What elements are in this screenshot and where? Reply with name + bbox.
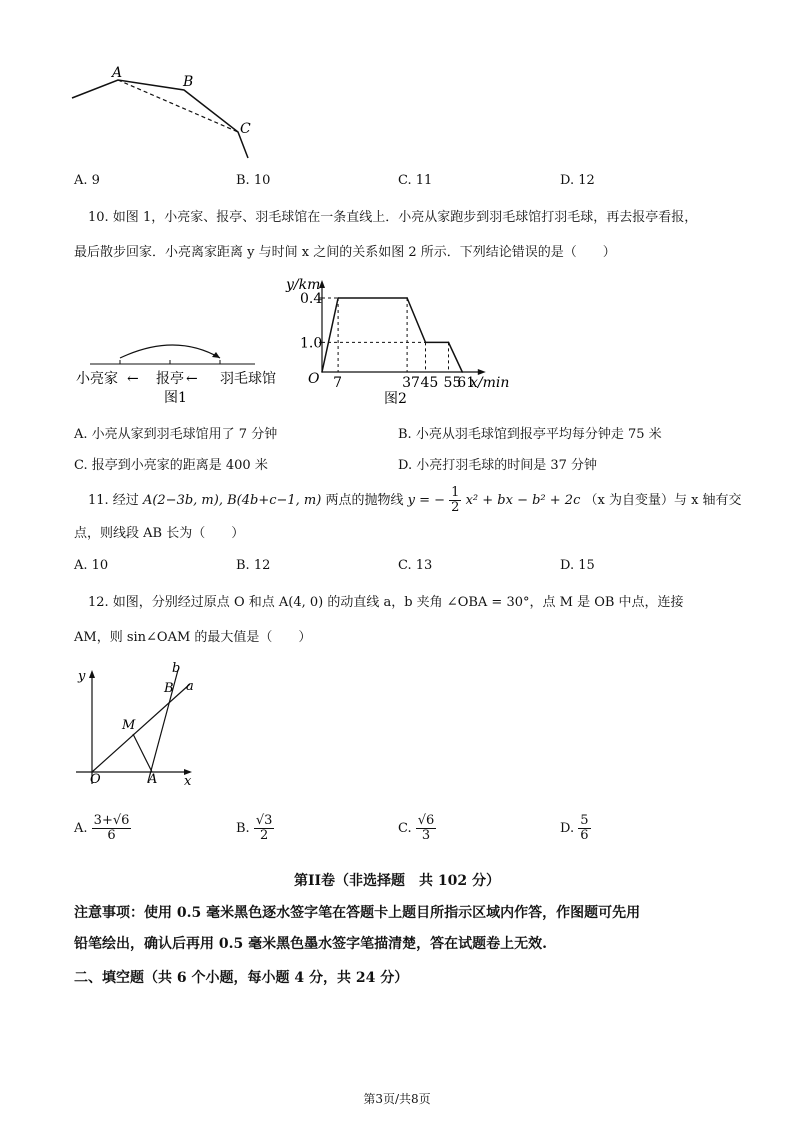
q12-label-a-pt: A — [148, 772, 158, 787]
q12-label-m: M — [122, 718, 136, 733]
chart-ylabel: y/km — [286, 277, 321, 293]
q9-option-d: D. 12 — [560, 173, 595, 188]
q11-middle: 两点的抛物线 — [325, 493, 404, 508]
q10-line2: 最后散步回家．小亮离家距离 y 与时间 x 之间的关系如图 2 所示．下列结论错误的是（ ） — [74, 245, 616, 260]
q11-option-c: C. 13 — [398, 558, 433, 573]
chart-x-tick-label: 7 — [333, 375, 343, 391]
q10-option-c: C. 报亭到小亮家的距离是 400 米 — [74, 458, 268, 473]
q11-line2: 点，则线段 AB 长为（ ） — [74, 526, 245, 541]
q12-option-d-num: 5 — [580, 813, 589, 828]
q12-option-c-num: √6 — [417, 813, 435, 828]
chart-y-tick-label: 1.0 — [300, 335, 323, 352]
fig1-caption: 图1 — [164, 390, 187, 406]
q12-option-b-den: 2 — [259, 828, 269, 843]
q12-option-a-den: 6 — [107, 828, 116, 843]
chart-x-tick-label: 37 — [402, 375, 420, 391]
fig1-curve-arrow — [120, 345, 220, 358]
q12-option-c-label: C. — [398, 821, 412, 836]
q11-prefix: 11. 经过 — [88, 493, 139, 508]
q12-option-c-frac — [416, 814, 437, 843]
q11-paren: （x 为自变量）与 x 轴有交 — [584, 493, 742, 508]
q10-line1: 10. 如图 1，小亮家、报亭、羽毛球馆在一条直线上．小亮从家跑步到羽毛球馆打羽毛球，再去报亭看报， — [88, 210, 698, 225]
fig1-home: 小亮家 — [76, 371, 118, 387]
q12-line2: AM，则 sin∠OAM 的最大值是（ ） — [74, 630, 312, 645]
q12-line1: 12. 如图，分别经过原点 O 和点 A(4, 0) 的动直线 a，b 夹角 ∠OBA = 30°，点 M 是 OB 中点，连接 — [88, 595, 684, 610]
chart-y-tick-label: 0.4 — [300, 291, 323, 307]
q9-label-a: A — [112, 65, 123, 81]
q11-formula-rhs: x² + bx − b² + 2c — [465, 493, 581, 508]
q10-figure1 — [70, 340, 295, 410]
q9-figure — [60, 60, 280, 170]
chart-xlabel: x/min — [470, 375, 510, 391]
q9-option-a: A. 9 — [74, 173, 100, 188]
q10-figure2-chart — [280, 272, 520, 412]
chart-x-tick-label: 61 — [457, 375, 476, 391]
chart-point — [462, 371, 464, 373]
q9-label-c: C — [240, 121, 251, 137]
q12-option-a — [74, 814, 131, 843]
q12-label-x: x — [184, 774, 192, 789]
q12-option-b-label: B. — [236, 821, 250, 836]
q12-option-a-num: 3+√6 — [93, 813, 130, 828]
section2-title: 第II卷（非选择题 共 102 分） — [293, 873, 501, 889]
q12-y-arrow — [89, 670, 95, 678]
chart-point — [425, 342, 427, 344]
q12-label-y: y — [78, 669, 86, 684]
q10-option-b: B. 小亮从羽毛球馆到报亭平均每分钟走 75 米 — [398, 427, 662, 442]
fig1-kiosk: 报亭 — [156, 371, 184, 387]
chart-origin: O — [308, 371, 320, 387]
fig1-court: 羽毛球馆 — [220, 371, 276, 387]
q11-line1 — [88, 486, 742, 515]
chart-x-tick-label: 45 — [420, 375, 439, 391]
chart-point — [448, 342, 450, 344]
q12-label-b-pt: B — [164, 681, 174, 696]
q12-option-d — [560, 814, 591, 843]
q12-option-a-frac — [92, 814, 132, 843]
q10-option-a: A. 小亮从家到羽毛球馆用了 7 分钟 — [74, 427, 278, 442]
q12-option-b-num: √3 — [255, 813, 273, 828]
q12-label-o: O — [90, 772, 101, 787]
section2-notice-2: 铅笔绘出，确认后再用 0.5 毫米黑色墨水签字笔描清楚，答在试题卷上无效. — [74, 936, 547, 952]
section2-notice-1: 注意事项：使用 0.5 毫米黑色逐水签字笔在答题卡上题目所指示区域内作答，作图题可先用 — [74, 905, 641, 921]
q11-option-b: B. 12 — [236, 558, 271, 573]
q9-polyline — [72, 80, 248, 158]
q12-option-c — [398, 814, 436, 843]
q12-label-line-a: a — [186, 679, 194, 694]
q12-option-d-den: 6 — [580, 828, 589, 843]
q9-label-b: B — [183, 74, 194, 90]
q12-option-a-label: A. — [74, 821, 88, 836]
q12-segment-am — [133, 734, 152, 772]
fig1-arrow-2: ← — [186, 371, 198, 387]
q12-label-line-b: b — [172, 661, 181, 676]
q11-option-a: A. 10 — [74, 558, 109, 573]
q12-option-d-frac — [578, 814, 590, 843]
fill-in-title: 二、填空题（共 6 个小题，每小题 4 分，共 24 分） — [74, 970, 409, 986]
chart-series-line — [322, 298, 462, 372]
q9-dashed-ac — [118, 80, 238, 132]
q12-option-c-den: 3 — [421, 828, 431, 843]
q11-option-d: D. 15 — [560, 558, 595, 573]
fig1-arrow-1: ← — [127, 371, 139, 387]
chart-caption: 图2 — [384, 391, 407, 407]
q12-line-a — [92, 684, 190, 772]
page-footer: 第3页/共8页 — [363, 1092, 431, 1106]
q12-option-d-label: D. — [560, 821, 575, 836]
q11-frac-den: 2 — [451, 500, 460, 515]
chart-point — [321, 371, 323, 373]
chart-point — [406, 297, 408, 299]
q11-fraction — [449, 486, 461, 515]
q9-option-c: C. 11 — [398, 173, 433, 188]
q10-option-d: D. 小亮打羽毛球的时间是 37 分钟 — [398, 458, 598, 473]
q12-option-b-frac — [254, 814, 275, 843]
q9-option-b: B. 10 — [236, 173, 271, 188]
q11-frac-num: 1 — [451, 485, 460, 500]
q12-figure — [68, 660, 208, 790]
q11-points: A(2−3b, m), B(4b+c−1, m) — [142, 493, 322, 508]
chart-point — [337, 297, 339, 299]
q12-option-b — [236, 814, 274, 843]
chart-x-tick-label: 55 — [443, 375, 462, 391]
q11-formula-lhs: y = − — [407, 493, 446, 508]
